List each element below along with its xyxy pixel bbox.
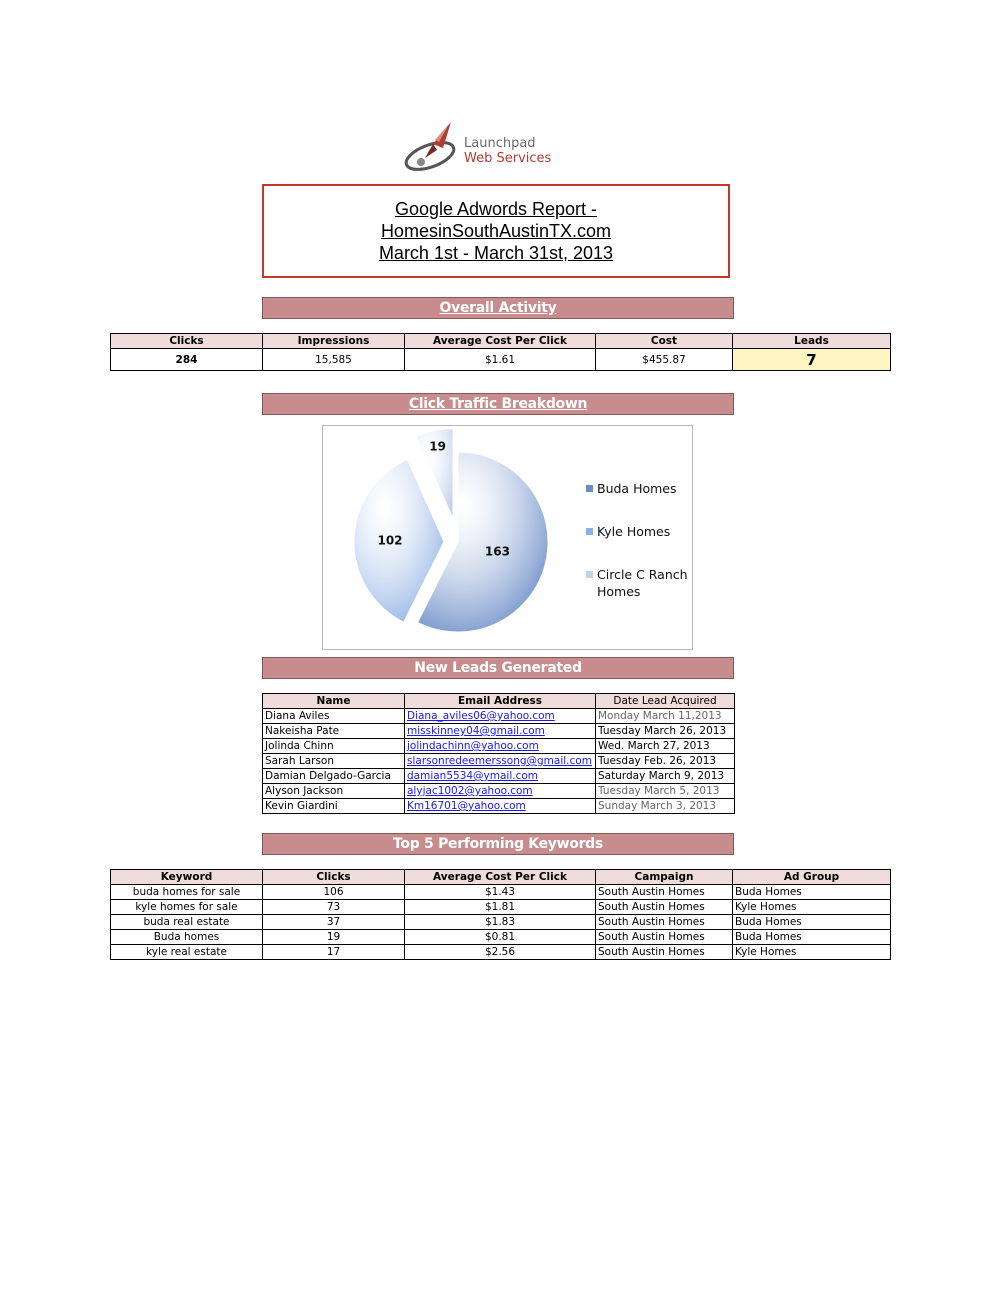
pie-chart-box: [322, 425, 693, 650]
section-top-keywords: [262, 833, 734, 855]
new-leads-table: [262, 693, 735, 814]
keyword-avg-cpc: $2.56: [405, 945, 596, 960]
legend-swatch: [586, 571, 593, 578]
lead-date: Tuesday March 5, 2013: [596, 784, 735, 799]
lead-email[interactable]: slarsonredeemerssong@gmail.com: [405, 754, 596, 769]
header-date: Date Lead Acquired: [596, 694, 735, 709]
header-avg-cpc: Average Cost Per Click: [405, 870, 596, 885]
keyword-campaign: South Austin Homes: [596, 885, 733, 900]
table-row: [263, 724, 735, 739]
lead-email[interactable]: damian5534@ymail.com: [405, 769, 596, 784]
section-title: Top 5 Performing Keywords: [393, 836, 603, 852]
report-title-box: [262, 184, 730, 278]
keyword: buda real estate: [111, 915, 263, 930]
table-row: [263, 739, 735, 754]
pie-data-label: 163: [484, 544, 510, 559]
value-impressions: 15,585: [263, 349, 405, 371]
report-title-line-3: March 1st - March 31st, 2013: [378, 243, 614, 263]
lead-email[interactable]: alyjac1002@yahoo.com: [405, 784, 596, 799]
lead-date: Tuesday March 26, 2013: [596, 724, 735, 739]
keyword: Buda homes: [111, 930, 263, 945]
table-row: [111, 885, 891, 900]
header-name: Name: [263, 694, 405, 709]
lead-date: Wed. March 27, 2013: [596, 739, 735, 754]
lead-date: Sunday March 3, 2013: [596, 799, 735, 814]
overall-activity-table: [110, 333, 891, 371]
value-leads: 7: [733, 349, 891, 371]
rocket-icon: [403, 118, 465, 180]
legend-swatch: [586, 485, 593, 492]
keyword-campaign: South Austin Homes: [596, 915, 733, 930]
keyword: kyle homes for sale: [111, 900, 263, 915]
table-row: [111, 930, 891, 945]
lead-email[interactable]: jolindachinn@yahoo.com: [405, 739, 596, 754]
table-row: [263, 769, 735, 784]
keyword: kyle real estate: [111, 945, 263, 960]
keyword-campaign: South Austin Homes: [596, 900, 733, 915]
table-row: [263, 709, 735, 724]
keyword-campaign: South Austin Homes: [596, 945, 733, 960]
table-row: [111, 349, 891, 371]
keyword-avg-cpc: $0.81: [405, 930, 596, 945]
lead-email[interactable]: Km16701@yahoo.com: [405, 799, 596, 814]
keyword-clicks: 37: [263, 915, 405, 930]
keyword-campaign: South Austin Homes: [596, 930, 733, 945]
keyword-avg-cpc: $1.83: [405, 915, 596, 930]
keyword-ad-group: Kyle Homes: [733, 900, 891, 915]
lead-name: Jolinda Chinn: [263, 739, 405, 754]
lead-email[interactable]: misskinney04@gmail.com: [405, 724, 596, 739]
header-clicks: Clicks: [263, 870, 405, 885]
header-email: Email Address: [405, 694, 596, 709]
keyword-clicks: 17: [263, 945, 405, 960]
table-row: [263, 754, 735, 769]
lead-name: Alyson Jackson: [263, 784, 405, 799]
header-impressions: Impressions: [263, 334, 405, 349]
table-row: [263, 784, 735, 799]
table-header-row: [111, 870, 891, 885]
section-overall-activity: [262, 297, 734, 319]
logo-line-2: Web Services: [464, 151, 552, 166]
header-cost: Cost: [596, 334, 733, 349]
lead-date: Tuesday Feb. 26, 2013: [596, 754, 735, 769]
header-keyword: Keyword: [111, 870, 263, 885]
lead-name: Kevin Giardini: [263, 799, 405, 814]
legend-label: Buda Homes: [597, 481, 677, 496]
keyword-ad-group: Buda Homes: [733, 915, 891, 930]
keyword-clicks: 19: [263, 930, 405, 945]
pie-data-label: 102: [377, 533, 403, 548]
section-title: Click Traffic Breakdown: [408, 396, 588, 412]
table-row: [263, 799, 735, 814]
table-row: [111, 915, 891, 930]
section-click-traffic: [262, 393, 734, 415]
lead-name: Sarah Larson: [263, 754, 405, 769]
company-logo: [403, 118, 563, 180]
header-avg-cpc: Average Cost Per Click: [405, 334, 596, 349]
keyword-clicks: 106: [263, 885, 405, 900]
report-title-line-1: Google Adwords Report -: [394, 199, 598, 219]
lead-date: Saturday March 9, 2013: [596, 769, 735, 784]
header-leads: Leads: [733, 334, 891, 349]
keyword-avg-cpc: $1.43: [405, 885, 596, 900]
section-new-leads: [262, 657, 734, 679]
table-row: [111, 945, 891, 960]
keyword-ad-group: Buda Homes: [733, 930, 891, 945]
table-row: [111, 900, 891, 915]
header-campaign: Campaign: [596, 870, 733, 885]
legend-swatch: [586, 528, 593, 535]
lead-date: Monday March 11,2013: [596, 709, 735, 724]
keyword-ad-group: Kyle Homes: [733, 945, 891, 960]
lead-name: Nakeisha Pate: [263, 724, 405, 739]
header-ad-group: Ad Group: [733, 870, 891, 885]
header-clicks: Clicks: [111, 334, 263, 349]
keyword-clicks: 73: [263, 900, 405, 915]
lead-email[interactable]: Diana_aviles06@yahoo.com: [405, 709, 596, 724]
legend-label: Circle C Ranch Homes: [597, 567, 688, 599]
table-header-row: [263, 694, 735, 709]
table-header-row: [111, 334, 891, 349]
value-avg-cpc: $1.61: [405, 349, 596, 371]
lead-name: Damian Delgado-Garcia: [263, 769, 405, 784]
keyword-ad-group: Buda Homes: [733, 885, 891, 900]
lead-name: Diana Aviles: [263, 709, 405, 724]
keyword: buda homes for sale: [111, 885, 263, 900]
section-title: Overall Activity: [439, 300, 557, 316]
keywords-table: [110, 869, 891, 960]
report-title-line-2: HomesinSouthAustinTX.com: [380, 221, 612, 241]
section-title: New Leads Generated: [414, 660, 582, 676]
value-clicks: 284: [111, 349, 263, 371]
value-cost: $455.87: [596, 349, 733, 371]
legend-label: Kyle Homes: [597, 524, 671, 539]
pie-data-label: 19: [429, 439, 446, 454]
logo-line-1: Launchpad: [464, 136, 536, 151]
keyword-avg-cpc: $1.81: [405, 900, 596, 915]
